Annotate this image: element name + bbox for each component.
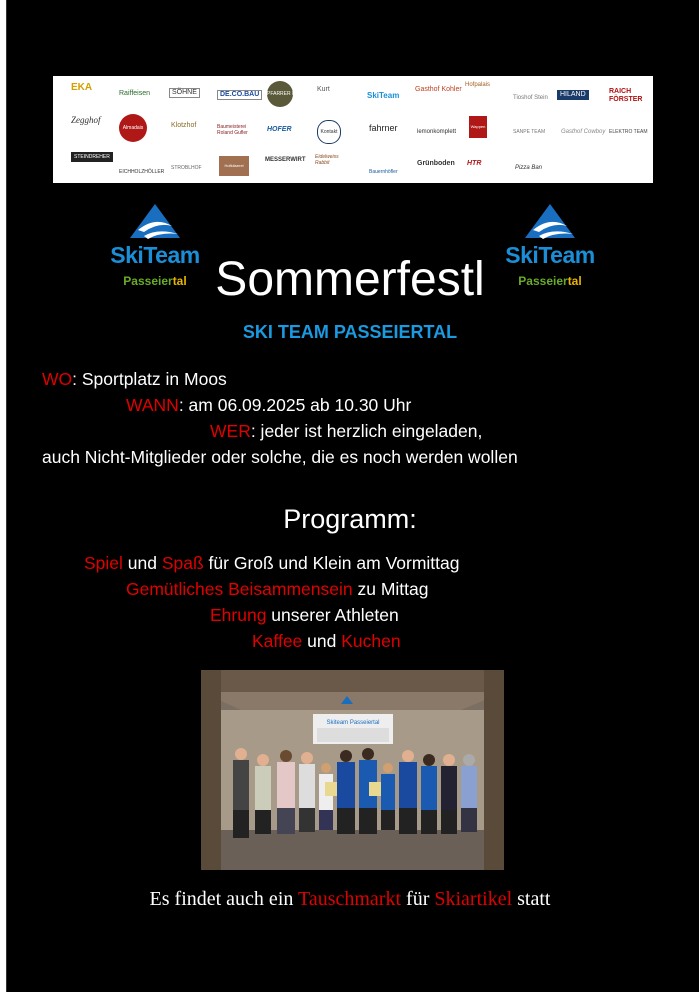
sponsor-logo: Grünboden: [417, 160, 455, 167]
sponsor-logo: SANPE TEAM: [513, 129, 546, 135]
program-item-1: Spiel und Spaß für Groß und Klein am Vormittag: [84, 553, 460, 573]
sponsor-logo: Klotzhof: [171, 122, 197, 129]
sponsor-logo: Raiffeisen: [119, 90, 151, 97]
sponsor-logo: Kurt: [317, 86, 330, 93]
sponsor-logo: STEINDREHER: [71, 152, 113, 162]
program-item-4: Kaffee und Kuchen: [252, 631, 401, 651]
sponsor-logo: Wappen: [469, 116, 487, 138]
sponsor-logo: DE.CO.BAU: [217, 90, 262, 100]
program-title: Programm:: [283, 504, 417, 534]
sponsor-logo: Hofkäserei: [219, 156, 249, 176]
sponsor-logo: MESSERWIRT: [265, 157, 306, 163]
passeiertal-wordmark: Passeiertal: [518, 274, 582, 288]
mountain-icon: [495, 200, 605, 245]
sponsor-logo: Gasthof Cowboy: [561, 129, 606, 135]
sponsor-logo: HOFER: [267, 126, 292, 133]
event-subtitle: SKI TEAM PASSEIERTAL: [242, 322, 458, 342]
info-wer: WER: jeder ist herzlich eingeladen,: [210, 421, 483, 441]
program-item-2: Gemütliches Beisammensein zu Mittag: [126, 579, 429, 599]
sponsor-logo: SÖHNE: [169, 88, 200, 98]
sponsor-logo: fahrner: [369, 123, 398, 133]
info-wann: WANN: am 06.09.2025 ab 10.30 Uhr: [126, 395, 412, 415]
mountain-icon: [100, 200, 210, 245]
skiteam-wordmark: SkiTeam: [505, 242, 595, 268]
sponsor-logo: Eidelweiss Rabbit: [315, 154, 339, 166]
sponsor-logo: Zegghof: [71, 115, 101, 125]
sponsor-logo: HILAND: [557, 90, 589, 100]
sponsor-logo: Baumeisterei Roland Gufler: [217, 124, 248, 136]
sponsor-logo: Pizza Ban: [515, 165, 543, 171]
sponsor-logo: RAICH FÖRSTER: [609, 88, 643, 103]
sponsor-logo: Gasthof Kohler: [415, 86, 462, 93]
group-photo: [201, 670, 504, 870]
event-title: Sommerfestl: [215, 253, 485, 306]
sponsor-logo: Hofpalais: [465, 82, 491, 88]
sponsor-logo: HTR: [467, 160, 482, 167]
sponsor-logo: Tioshof Stein: [513, 95, 548, 101]
sponsor-strip: [53, 76, 653, 183]
footer-note: Es findet auch ein Tauschmarkt für Skiartikel statt: [149, 888, 551, 910]
sponsor-logo: Kontakt: [317, 120, 341, 144]
info-wo: WO: Sportplatz in Moos: [42, 369, 227, 389]
sponsor-logo: ELEKTRO TEAM: [609, 129, 648, 135]
program-item-3: Ehrung unserer Athleten: [210, 605, 399, 625]
sponsor-logo: Almadais: [119, 114, 147, 142]
sponsor-logo: Bauernhöfler: [369, 169, 398, 175]
sponsor-logo: STROBLHOF: [171, 165, 202, 171]
info-wer-line2: auch Nicht-Mitglieder oder solche, die es noch werden wollen: [42, 447, 518, 467]
sponsor-logo: lemonkomplett: [417, 129, 457, 135]
photo-banner: Skiteam Passeiertal: [326, 720, 380, 726]
skiteam-wordmark: SkiTeam: [110, 242, 200, 268]
sponsor-logo: SkiTeam: [367, 91, 400, 100]
sponsor-logo: EKA: [71, 82, 93, 93]
sponsor-logo: EICHHOLZHÖLLER: [119, 169, 165, 175]
sponsor-logo: PFARRER RECK: [267, 81, 293, 107]
passeiertal-wordmark: Passeiertal: [123, 274, 187, 288]
